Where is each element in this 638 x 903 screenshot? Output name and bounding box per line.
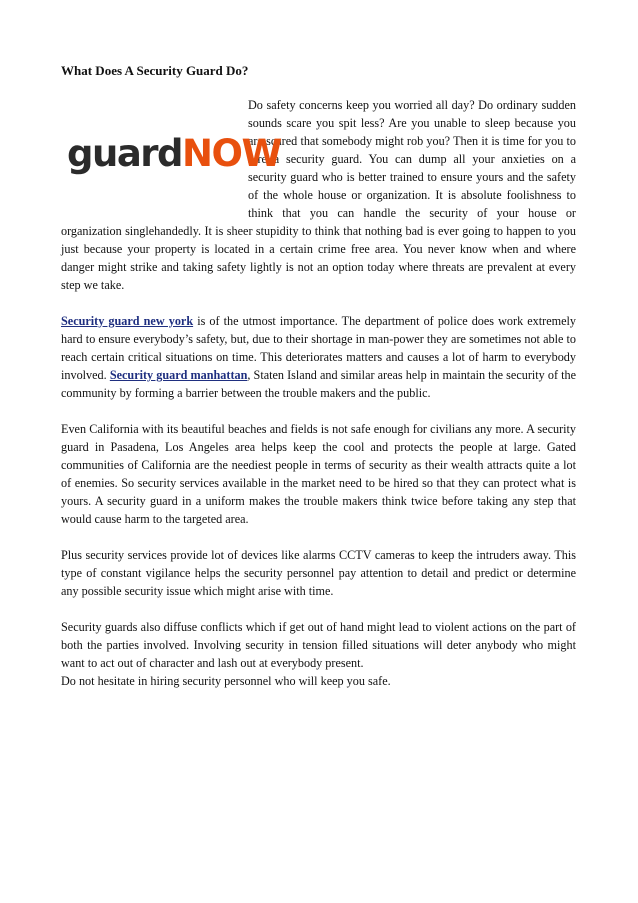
document-page: [61, 62, 576, 690]
paragraph-intro: Do safety concerns keep you worried all day? Do ordinary sudden sounds scare you spit less? Are you unable to sleep because you are scared that somebody might rob you? Then it is time for you to hire a security guard. You can dump all your anxieties on a security guard who is better trained to ensure yours and the safety of the whole house or organization. It is absolute foolishness to think that you can handle the security of your house or organization singlehandedly. It is sheer stupidity to think that nothing bad is ever going to happen to you just because your property is located in a certain crime free area. You never know when and where danger might strike and taking safety lightly is not an option today where threats are prevalent at every step we take.: [61, 98, 576, 292]
document-title: What Does A Security Guard Do?: [61, 63, 249, 78]
guardnow-logo: [61, 96, 281, 206]
link-security-guard-new-york[interactable]: Security guard new york: [61, 314, 194, 328]
logo-wordmark: [67, 134, 281, 174]
paragraph-conflicts: Security guards also diffuse conflicts which if get out of hand might lead to violent actions on the part of both the parties involved. Involving security in tension filled situations will deter anybody who might want to act out of character and lash out at everybody present.: [61, 620, 576, 670]
paragraph-police-text-1: is of the utmost importance. The department of police does work extremely hard to ensure everybody’s safety, but, due to their shortage in man-power they are sometimes not able to reach certain critical situations on time. This deteriorates matters and causes a lot of harm to everybody involved.: [61, 314, 576, 382]
paragraph-california: Even California with its beautiful beaches and fields is not safe enough for civilians any more. A security guard in Pasadena, Los Angeles area helps keep the cool and protects the people at large. Gated communities of California are the neediest people in terms of security as their wealth attracts quite a lot of enemies. So security services available in the market need to be hired so that they can protect what is yours. A security guard in a uniform makes the trouble makers think twice before taking any step that would cause harm to the targeted area.: [61, 422, 576, 526]
logo-text-now: NOW: [182, 132, 281, 175]
logo-text-guard: guard: [67, 132, 183, 175]
paragraph-closing: Do not hesitate in hiring security personnel who will keep you safe.: [61, 674, 391, 688]
link-security-guard-manhattan[interactable]: Security guard manhattan: [109, 368, 248, 382]
paragraph-police-text-2: , Staten Island and similar areas help in maintain the security of the community by forming a barrier between the trouble makers and the public.: [61, 368, 577, 400]
paragraph-devices: Plus security services provide lot of devices like alarms CCTV cameras to keep the intruders away. This type of constant vigilance helps the security personnel pay attention to detail and predict or determine any possible security issue which might arise with time.: [61, 548, 576, 598]
paragraph-police: [61, 312, 576, 402]
